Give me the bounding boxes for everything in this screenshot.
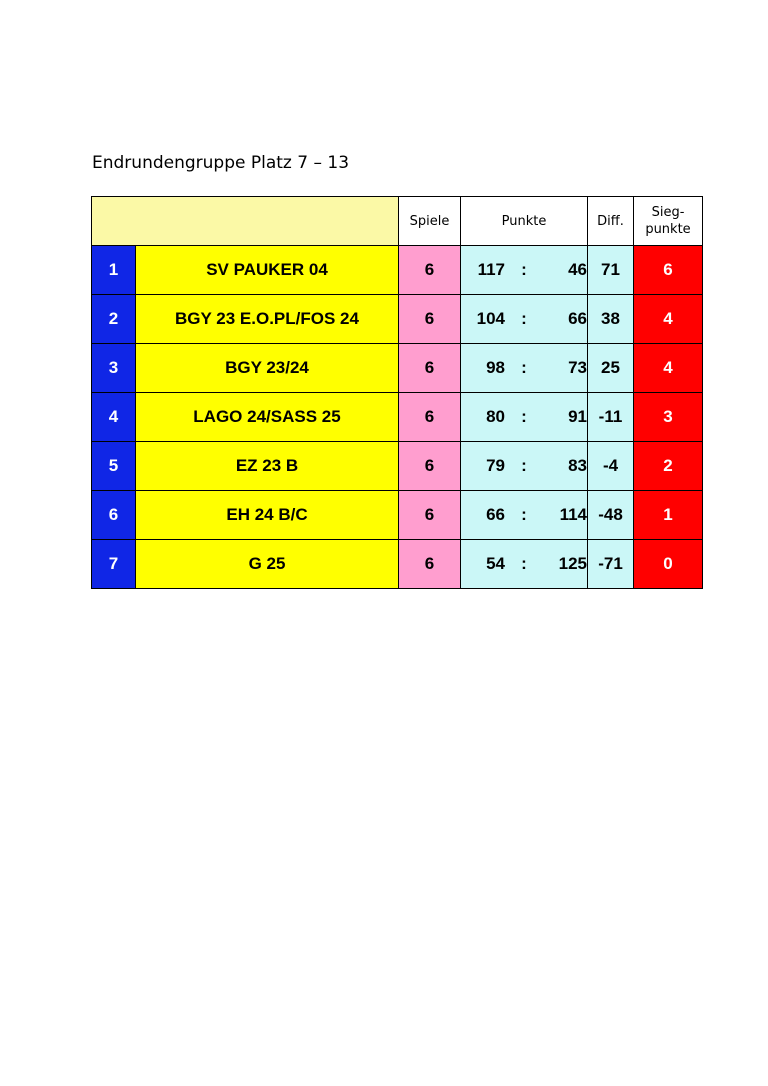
header-games: Spiele (399, 197, 461, 246)
points-against: 46 (568, 260, 587, 279)
games-cell: 6 (399, 344, 461, 393)
points-separator: : (521, 554, 527, 573)
diff-cell: -11 (588, 393, 634, 442)
games-cell: 6 (399, 393, 461, 442)
points-against: 66 (568, 309, 587, 328)
wins-cell: 2 (634, 442, 703, 491)
rank-cell: 1 (92, 246, 136, 295)
points-score (461, 358, 587, 378)
points-for: 54 (486, 554, 505, 573)
points-against: 83 (568, 456, 587, 475)
table-row (92, 491, 703, 540)
points-separator: : (521, 407, 527, 426)
points-cell (461, 540, 588, 589)
points-against: 114 (559, 505, 587, 524)
points-against: 91 (568, 407, 587, 426)
games-cell: 6 (399, 442, 461, 491)
table-body (92, 246, 703, 589)
games-cell: 6 (399, 540, 461, 589)
diff-cell: 25 (588, 344, 634, 393)
points-against: 125 (558, 554, 587, 573)
header-diff: Diff. (588, 197, 634, 246)
points-separator: : (521, 260, 527, 279)
table-row (92, 344, 703, 393)
team-name-cell: EH 24 B/C (136, 491, 399, 540)
wins-cell: 6 (634, 246, 703, 295)
diff-cell: 38 (588, 295, 634, 344)
table-row (92, 393, 703, 442)
points-score (461, 309, 587, 329)
points-cell (461, 295, 588, 344)
wins-cell: 3 (634, 393, 703, 442)
points-for: 98 (486, 358, 505, 377)
points-cell (461, 344, 588, 393)
points-score (461, 554, 587, 574)
wins-cell: 1 (634, 491, 703, 540)
header-wins-line2: punkte (645, 222, 691, 237)
header-row (92, 197, 703, 246)
points-separator: : (521, 309, 527, 328)
page-title: Endrundengruppe Platz 7 – 13 (92, 153, 350, 173)
points-for: 66 (486, 505, 505, 524)
rank-cell: 2 (92, 295, 136, 344)
points-cell (461, 246, 588, 295)
points-for: 104 (476, 309, 505, 328)
header-wins (634, 197, 703, 246)
points-cell (461, 491, 588, 540)
table-row (92, 295, 703, 344)
table-row (92, 540, 703, 589)
diff-cell: -4 (588, 442, 634, 491)
table-row (92, 246, 703, 295)
points-score (461, 505, 587, 525)
wins-cell: 4 (634, 295, 703, 344)
diff-cell: -71 (588, 540, 634, 589)
standings-table (91, 196, 703, 589)
rank-cell: 6 (92, 491, 136, 540)
rank-cell: 3 (92, 344, 136, 393)
team-name-cell: G 25 (136, 540, 399, 589)
games-cell: 6 (399, 491, 461, 540)
points-for: 117 (477, 260, 505, 279)
header-blank-cell (92, 197, 399, 246)
team-name-cell: LAGO 24/SASS 25 (136, 393, 399, 442)
points-separator: : (521, 456, 527, 475)
rank-cell: 4 (92, 393, 136, 442)
team-name-cell: SV PAUKER 04 (136, 246, 399, 295)
games-cell: 6 (399, 246, 461, 295)
wins-cell: 4 (634, 344, 703, 393)
points-separator: : (521, 358, 527, 377)
points-score (461, 407, 587, 427)
wins-cell: 0 (634, 540, 703, 589)
points-against: 73 (568, 358, 587, 377)
rank-cell: 5 (92, 442, 136, 491)
rank-cell: 7 (92, 540, 136, 589)
points-cell (461, 393, 588, 442)
points-for: 80 (486, 407, 505, 426)
games-cell: 6 (399, 295, 461, 344)
team-name-cell: BGY 23 E.O.PL/FOS 24 (136, 295, 399, 344)
points-score (461, 456, 587, 476)
points-for: 79 (486, 456, 505, 475)
table-row (92, 442, 703, 491)
points-separator: : (521, 505, 527, 524)
team-name-cell: BGY 23/24 (136, 344, 399, 393)
header-points: Punkte (461, 197, 588, 246)
diff-cell: 71 (588, 246, 634, 295)
points-cell (461, 442, 588, 491)
diff-cell: -48 (588, 491, 634, 540)
points-score (461, 260, 587, 280)
header-wins-line1: Sieg- (651, 205, 685, 220)
team-name-cell: EZ 23 B (136, 442, 399, 491)
